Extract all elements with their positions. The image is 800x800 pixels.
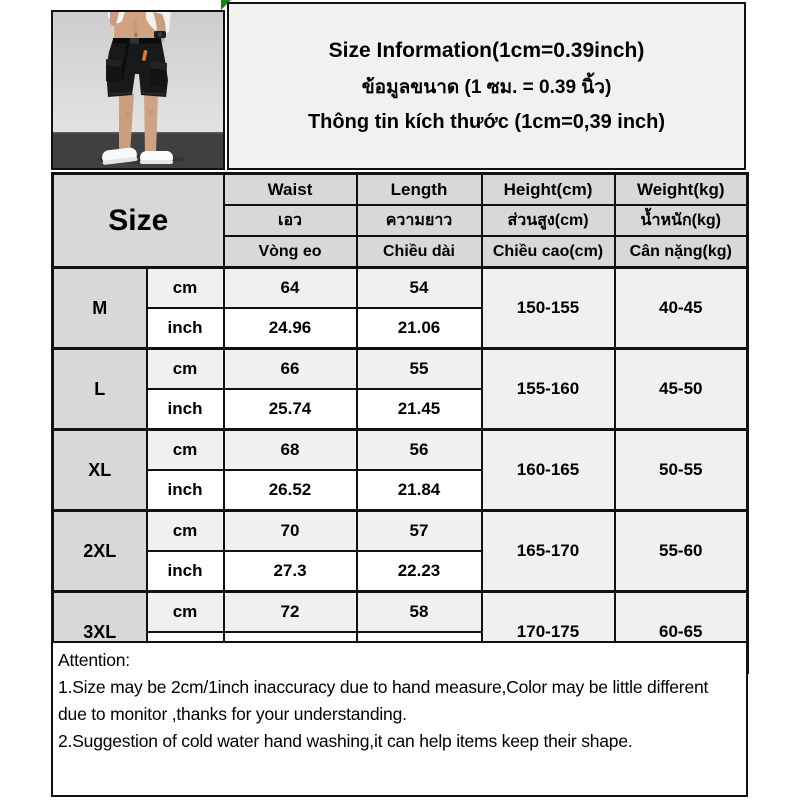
size-label-m: M bbox=[53, 268, 147, 349]
table-row bbox=[53, 430, 748, 471]
length-cm-2xl: 57 bbox=[357, 511, 482, 552]
waist-cm-xl: 68 bbox=[224, 430, 357, 471]
table-row bbox=[53, 511, 748, 552]
table-row bbox=[53, 349, 748, 390]
col-header-height-th: ส่วนสูง(cm) bbox=[482, 205, 615, 236]
weight-l: 45-50 bbox=[615, 349, 748, 430]
col-header-length-vi: Chiều dài bbox=[357, 236, 482, 268]
unit-cm: cm bbox=[147, 349, 224, 390]
title-vietnamese: Thông tin kích thước (1cm=0,39 inch) bbox=[307, 110, 666, 133]
attention-line-2: due to monitor ,thanks for your understanding. bbox=[58, 704, 407, 725]
waist-cm-l: 66 bbox=[224, 349, 357, 390]
col-header-height-vi: Chiều cao(cm) bbox=[482, 236, 615, 268]
attention-line-3: 2.Suggestion of cold water hand washing,it can help items keep their shape. bbox=[58, 731, 633, 752]
table-header-row-en bbox=[53, 174, 748, 206]
length-cm-l: 55 bbox=[357, 349, 482, 390]
attention-line-1: 1.Size may be 2cm/1inch inaccuracy due to hand measure,Color may be little different bbox=[58, 677, 709, 698]
product-photo bbox=[51, 10, 225, 170]
length-cm-xl: 56 bbox=[357, 430, 482, 471]
size-table bbox=[51, 172, 749, 674]
col-header-weight-th: น้ำหนัก(kg) bbox=[615, 205, 748, 236]
length-inch-xl: 21.84 bbox=[357, 470, 482, 511]
unit-inch: inch bbox=[147, 389, 224, 430]
unit-cm: cm bbox=[147, 430, 224, 471]
size-info-title-block bbox=[227, 2, 746, 170]
height-l: 155-160 bbox=[482, 349, 615, 430]
col-header-waist-vi: Vòng eo bbox=[224, 236, 357, 268]
unit-inch: inch bbox=[147, 470, 224, 511]
size-label-l: L bbox=[53, 349, 147, 430]
unit-cm: cm bbox=[147, 592, 224, 633]
col-header-weight: Weight(kg) bbox=[615, 174, 748, 206]
col-header-waist-th: เอว bbox=[224, 205, 357, 236]
unit-inch: inch bbox=[147, 551, 224, 592]
weight-3xl: 60-65 bbox=[615, 592, 748, 673]
length-cm-3xl: 58 bbox=[357, 592, 482, 633]
length-cm-m: 54 bbox=[357, 268, 482, 309]
col-header-height: Height(cm) bbox=[482, 174, 615, 206]
col-header-weight-vi: Cân nặng(kg) bbox=[615, 236, 748, 268]
waist-cm-3xl: 72 bbox=[224, 592, 357, 633]
height-xl: 160-165 bbox=[482, 430, 615, 511]
size-label-3xl: 3XL bbox=[53, 592, 147, 673]
waist-cm-2xl: 70 bbox=[224, 511, 357, 552]
size-label-xl: XL bbox=[53, 430, 147, 511]
col-header-length-th: ความยาว bbox=[357, 205, 482, 236]
unit-inch: inch bbox=[147, 308, 224, 349]
attention-note bbox=[51, 641, 748, 797]
waist-inch-2xl: 27.3 bbox=[224, 551, 357, 592]
title-thai: ข้อมูลขนาด (1 ซม. = 0.39 นิ้ว) bbox=[361, 76, 612, 98]
col-header-waist: Waist bbox=[224, 174, 357, 206]
weight-m: 40-45 bbox=[615, 268, 748, 349]
waist-inch-xl: 26.52 bbox=[224, 470, 357, 511]
size-header-cell: Size bbox=[53, 174, 224, 268]
attention-title: Attention: bbox=[58, 650, 130, 670]
product-photo-illustration bbox=[53, 12, 223, 168]
length-inch-m: 21.06 bbox=[357, 308, 482, 349]
length-inch-l: 21.45 bbox=[357, 389, 482, 430]
table-row bbox=[53, 592, 748, 633]
size-label-2xl: 2XL bbox=[53, 511, 147, 592]
height-m: 150-155 bbox=[482, 268, 615, 349]
length-inch-2xl: 22.23 bbox=[357, 551, 482, 592]
unit-cm: cm bbox=[147, 511, 224, 552]
waist-inch-l: 25.74 bbox=[224, 389, 357, 430]
waist-cm-m: 64 bbox=[224, 268, 357, 309]
waist-inch-m: 24.96 bbox=[224, 308, 357, 349]
weight-xl: 50-55 bbox=[615, 430, 748, 511]
height-3xl: 170-175 bbox=[482, 592, 615, 673]
table-row bbox=[53, 268, 748, 309]
weight-2xl: 55-60 bbox=[615, 511, 748, 592]
unit-cm: cm bbox=[147, 268, 224, 309]
height-2xl: 165-170 bbox=[482, 511, 615, 592]
title-english: Size Information(1cm=0.39inch) bbox=[328, 38, 645, 62]
col-header-length: Length bbox=[357, 174, 482, 206]
